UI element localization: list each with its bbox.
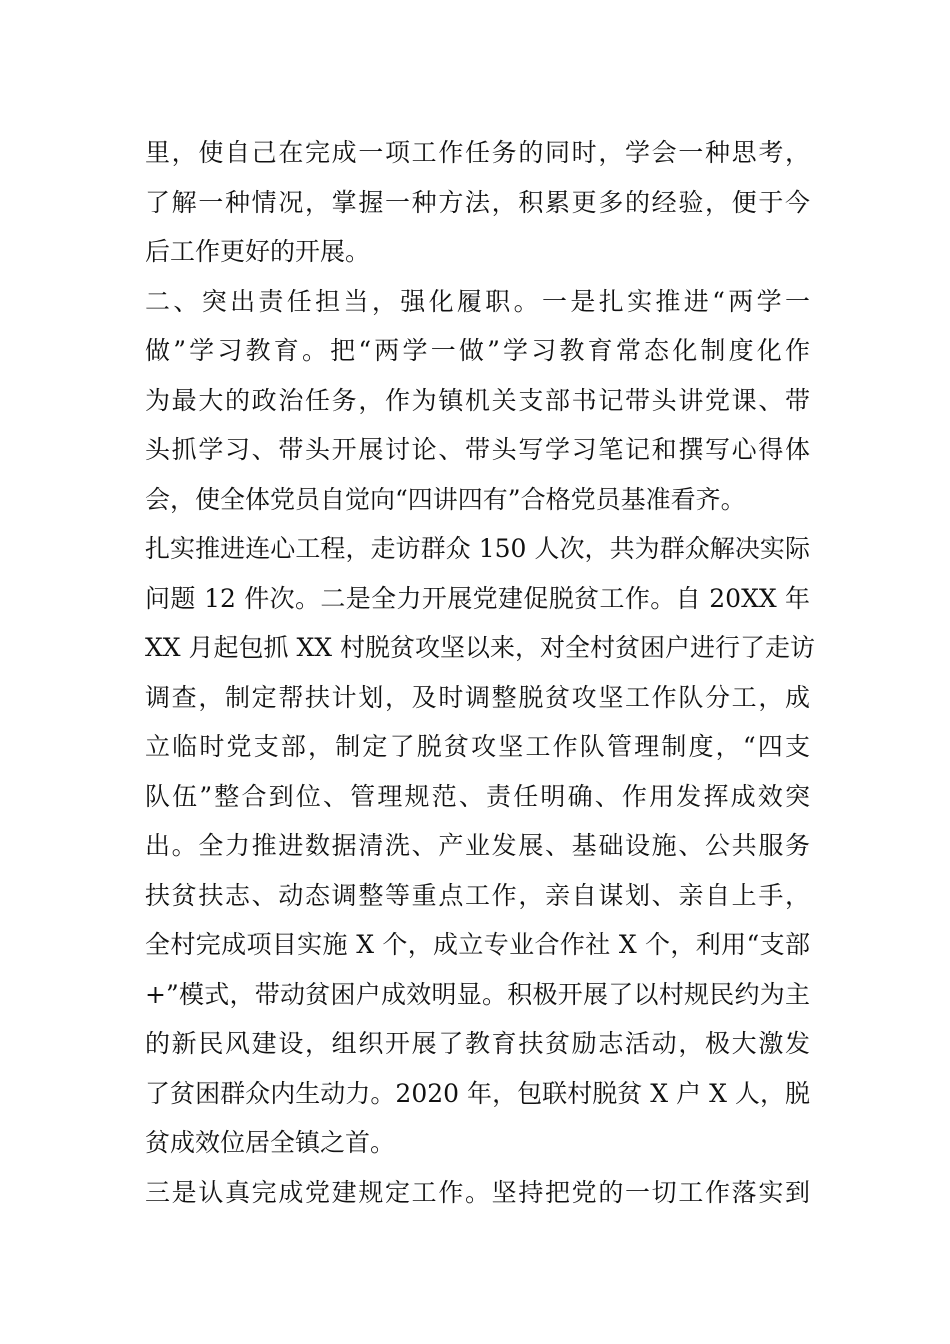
text-line: 做”学习教育。把“两学一做”学习教育常态化制度化作 <box>145 336 810 365</box>
text-line: 扶贫扶志、动态调整等重点工作，亲自谋划、亲自上手， <box>145 880 810 910</box>
text-line: XX 月起包抓 XX 村脱贫攻坚以来，对全村贫困户进行了走访 <box>145 633 816 662</box>
text-line: 了贫困群众内生动力。2020 年，包联村脱贫 X 户 X 人，脱 <box>145 1078 810 1108</box>
text-line: 里，使自己在完成一项工作任务的同时，学会一种思考， <box>145 138 810 167</box>
text-line: 问题 12 件次。二是全力开展党建促脱贫工作。自 20XX 年 <box>145 583 810 613</box>
text-line: 全村完成项目实施 X 个，成立专业合作社 X 个，利用“支部 <box>145 930 810 959</box>
text-line: 贫成效位居全镇之首。 <box>145 1128 396 1157</box>
text-line: 后工作更好的开展。 <box>145 237 371 266</box>
paragraph-4 <box>145 1168 810 1218</box>
text-line: +”模式，带动贫困户成效明显。积极开展了以村规民约为主 <box>145 979 810 1009</box>
text-line: 调查，制定帮扶计划，及时调整脱贫攻坚工作队分工，成 <box>145 682 810 712</box>
paragraph-3 <box>145 524 816 1168</box>
paragraph-2 <box>145 277 810 525</box>
text-line: 三是认真完成党建规定工作。坚持把党的一切工作落实到 <box>145 1177 810 1207</box>
text-line: 扎实推进连心工程，走访群众 150 人次，共为群众解决实际 <box>145 534 810 563</box>
text-line: 立临时党支部，制定了脱贫攻坚工作队管理制度，“四支 <box>145 732 810 761</box>
text-line: 头抓学习、带头开展讨论、带头写学习笔记和撰写心得体 <box>145 435 810 464</box>
text-line: 为最大的政治任务，作为镇机关支部书记带头讲党课、带 <box>145 385 810 415</box>
paragraph-1 <box>145 128 810 277</box>
text-line: 出。全力推进数据清洗、产业发展、基础设施、公共服务 <box>145 831 810 860</box>
text-line: 了解一种情况，掌握一种方法，积累更多的经验，便于今 <box>145 187 810 217</box>
text-line: 队伍”整合到位、管理规范、责任明确、作用发挥成效突 <box>145 781 810 811</box>
text-line: 会，使全体党员自觉向“四讲四有”合格党员基准看齐。 <box>145 484 746 514</box>
text-line: 的新民风建设，组织开展了教育扶贫励志活动，极大激发 <box>145 1029 810 1058</box>
document-body <box>145 128 816 1217</box>
text-line: 二、突出责任担当，强化履职。一是扎实推进“两学一 <box>145 286 810 316</box>
